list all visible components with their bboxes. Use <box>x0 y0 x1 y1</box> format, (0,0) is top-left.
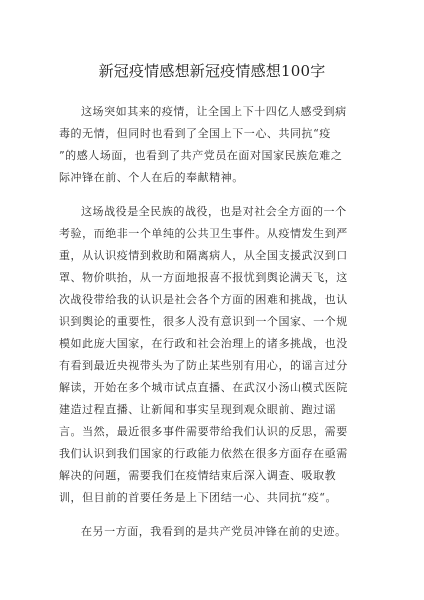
text-line: 训，但目前的首要任务是上下团结一心、共同抗“疫“。 <box>59 491 337 504</box>
text-line: 解决的问题，需要我们在疫情结束后深入调查、吸取教 <box>59 469 337 482</box>
text-line: 这场突如其来的疫情，让全国上下十四亿人感受到病 <box>81 105 347 118</box>
text-line: 罩、物价哄抬，从一方面地报喜不报忧到舆论满天飞，这 <box>59 271 348 284</box>
text-line: 际冲锋在前、个人在后的奉献精神。 <box>59 171 244 184</box>
document-body <box>59 101 369 555</box>
paragraph-3 <box>59 521 369 543</box>
text-line: 这场战役是全民族的战役，也是对社会全方面的一个 <box>81 205 347 218</box>
document-title: 新冠疫情感想新冠疫情感想100字 <box>98 62 326 80</box>
text-line: 言。当然，最近很多事件需要带给我们认识的反思，需要 <box>59 425 348 438</box>
text-line: 有看到最近央视带头为了防止某些别有用心，的谣言过分 <box>59 359 348 372</box>
text-line: 识到舆论的重要性，很多人没有意识到一个国家、一个规 <box>59 315 348 328</box>
text-line: 我们认识到我们国家的行政能力依然在很多方面存在亟需 <box>59 447 348 460</box>
text-line: 毒的无情，但同时也看到了全国上下一心、共同抗“疫 <box>59 127 331 140</box>
text-line: 模如此庞大国家，在行政和社会治理上的诸多挑战，也没 <box>59 337 348 350</box>
text-line: 解读，开始在多个城市试点直播、在武汉小汤山模式医院 <box>59 381 348 394</box>
paragraph-1 <box>59 101 369 189</box>
text-line: 在另一方面，我看到的是共产党员冲锋在前的史迹。 <box>81 525 347 538</box>
text-line: 重，从认识疫情到救助和隔离病人，从全国支援武汉到口 <box>59 249 348 262</box>
paragraph-2 <box>59 201 369 509</box>
text-line: 考验，而绝非一个单纯的公共卫生事件。从疫情发生到严 <box>59 227 348 240</box>
text-line: 次战役带给我的认识是社会各个方面的困难和挑战，也认 <box>59 293 348 306</box>
text-line: 建造过程直播、让新闻和事实呈现到观众眼前、跑过谣 <box>59 403 337 416</box>
text-line: ”的感人场面，也看到了共产党员在面对国家民族危难之 <box>59 149 343 162</box>
